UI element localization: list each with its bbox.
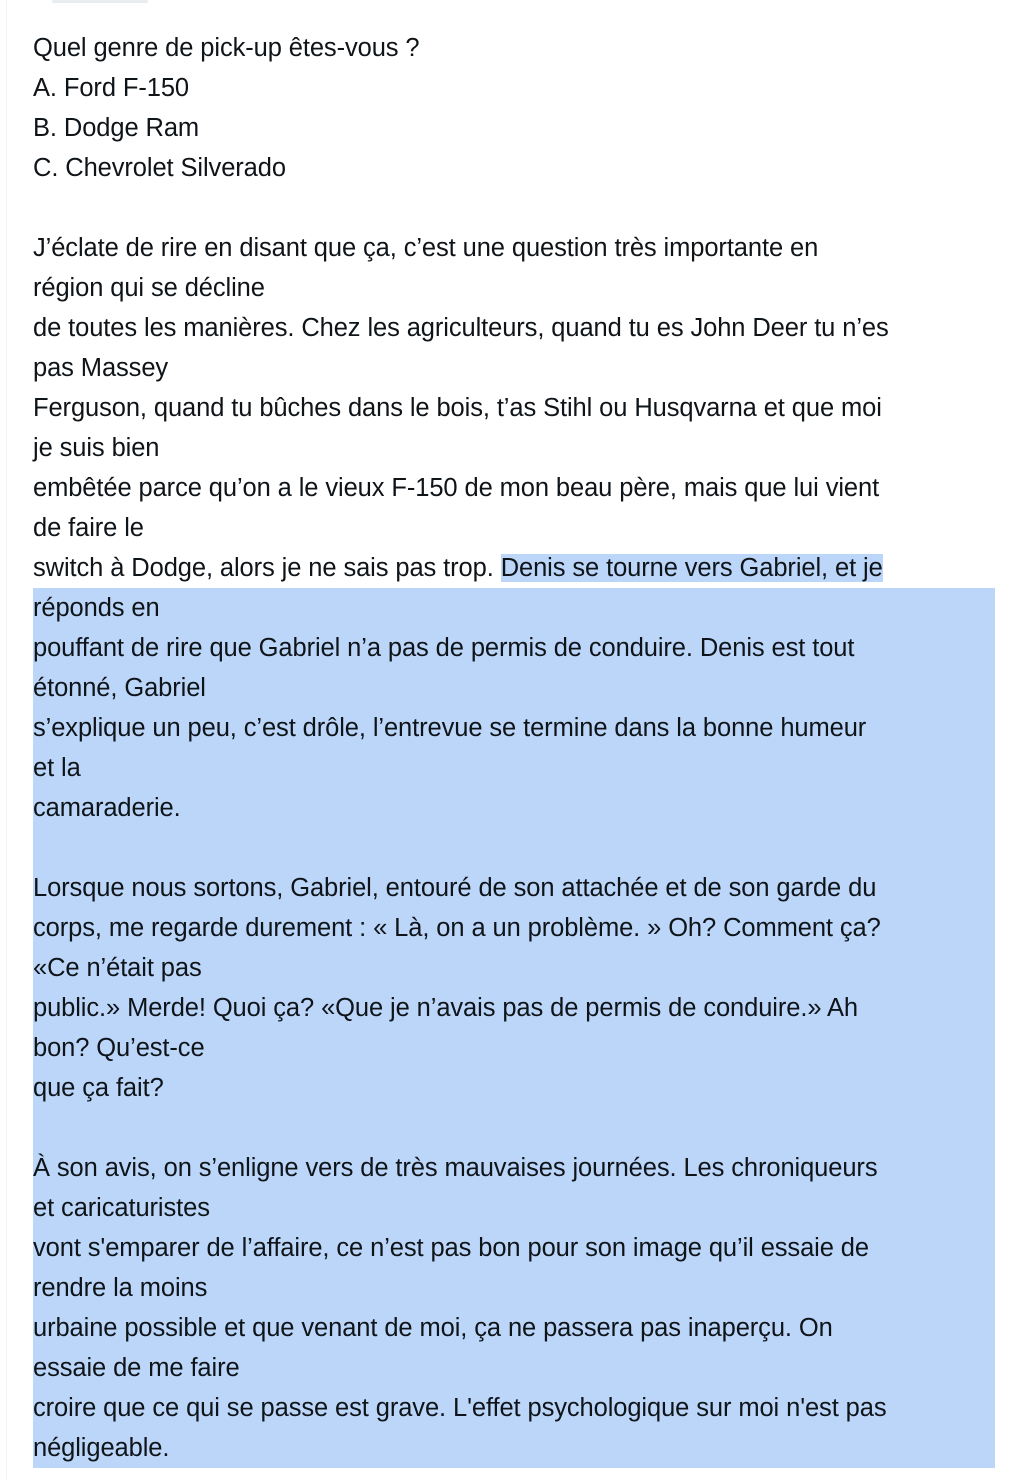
paragraph-2-line: «Ce n’était pas <box>33 954 202 982</box>
selected-line: s’explique un peu, c’est drôle, l’entrevue se termine dans la bonne humeur <box>33 714 867 742</box>
selected-line: réponds en <box>33 594 160 622</box>
post-text[interactable] <box>33 28 1003 1468</box>
selected-text: Denis se tourne vers Gabriel, et je <box>500 554 883 582</box>
text-selection <box>33 588 995 1468</box>
paragraph-3-line: À son avis, on s’enligne vers de très mauvaises journées. Les chroniqueurs <box>33 1154 878 1182</box>
unselected-text: switch à Dodge, alors je ne sais pas trop. <box>33 554 501 582</box>
paragraph-1-line: je suis bien <box>33 434 160 462</box>
paragraph-gap <box>33 188 1003 228</box>
selected-line: et la <box>33 754 81 782</box>
paragraph-1-line: de faire le <box>33 514 144 542</box>
quiz-option-b: B. Dodge Ram <box>33 114 200 142</box>
selected-line: étonné, Gabriel <box>33 674 206 702</box>
paragraph-2-line: public.» Merde! Quoi ça? «Que je n’avais pas de permis de conduire.» Ah <box>33 994 858 1022</box>
quiz-option-a: A. Ford F-150 <box>33 74 190 102</box>
paragraph-1-line: Ferguson, quand tu bûches dans le bois, t’as Stihl ou Husqvarna et que moi <box>33 394 882 422</box>
paragraph-2-line: que ça fait? <box>33 1074 164 1102</box>
paragraph-gap <box>33 1108 995 1148</box>
paragraph-1-line: pas Massey <box>33 354 169 382</box>
paragraph-3-line: et caricaturistes <box>33 1194 210 1222</box>
selected-line: pouffant de rire que Gabriel n’a pas de permis de conduire. Denis est tout <box>33 634 855 662</box>
paragraph-2-line: bon? Qu’est-ce <box>33 1034 205 1062</box>
paragraph-3-line: rendre la moins <box>33 1274 208 1302</box>
paragraph-3-line: négligeable. <box>33 1434 170 1462</box>
header-remnant <box>52 0 148 3</box>
selection-start-line <box>33 548 1003 588</box>
thread-divider <box>6 0 7 1480</box>
paragraph-3-line: vont s'emparer de l’affaire, ce n’est pas bon pour son image qu’il essaie de <box>33 1234 869 1262</box>
quiz-question: Quel genre de pick-up êtes-vous ? <box>33 34 420 62</box>
paragraph-3-line: urbaine possible et que venant de moi, ça ne passera pas inaperçu. On <box>33 1314 833 1342</box>
paragraph-1-line: embêtée parce qu’on a le vieux F-150 de mon beau père, mais que lui vient <box>33 474 880 502</box>
quiz-option-c: C. Chevrolet Silverado <box>33 154 286 182</box>
paragraph-gap <box>33 828 995 868</box>
paragraph-3-line: croire que ce qui se passe est grave. L'effet psychologique sur moi n'est pas <box>33 1394 887 1422</box>
selected-line: camaraderie. <box>33 794 181 822</box>
paragraph-3-line: essaie de me faire <box>33 1354 240 1382</box>
paragraph-1-line: J’éclate de rire en disant que ça, c’est une question très importante en <box>33 234 819 262</box>
paragraph-2-line: corps, me regarde durement : « Là, on a un problème. » Oh? Comment ça? <box>33 914 881 942</box>
paragraph-1-line: de toutes les manières. Chez les agriculteurs, quand tu es John Deer tu n’es <box>33 314 889 342</box>
paragraph-2-line: Lorsque nous sortons, Gabriel, entouré de son attachée et de son garde du <box>33 874 877 902</box>
paragraph-1-line: région qui se décline <box>33 274 265 302</box>
